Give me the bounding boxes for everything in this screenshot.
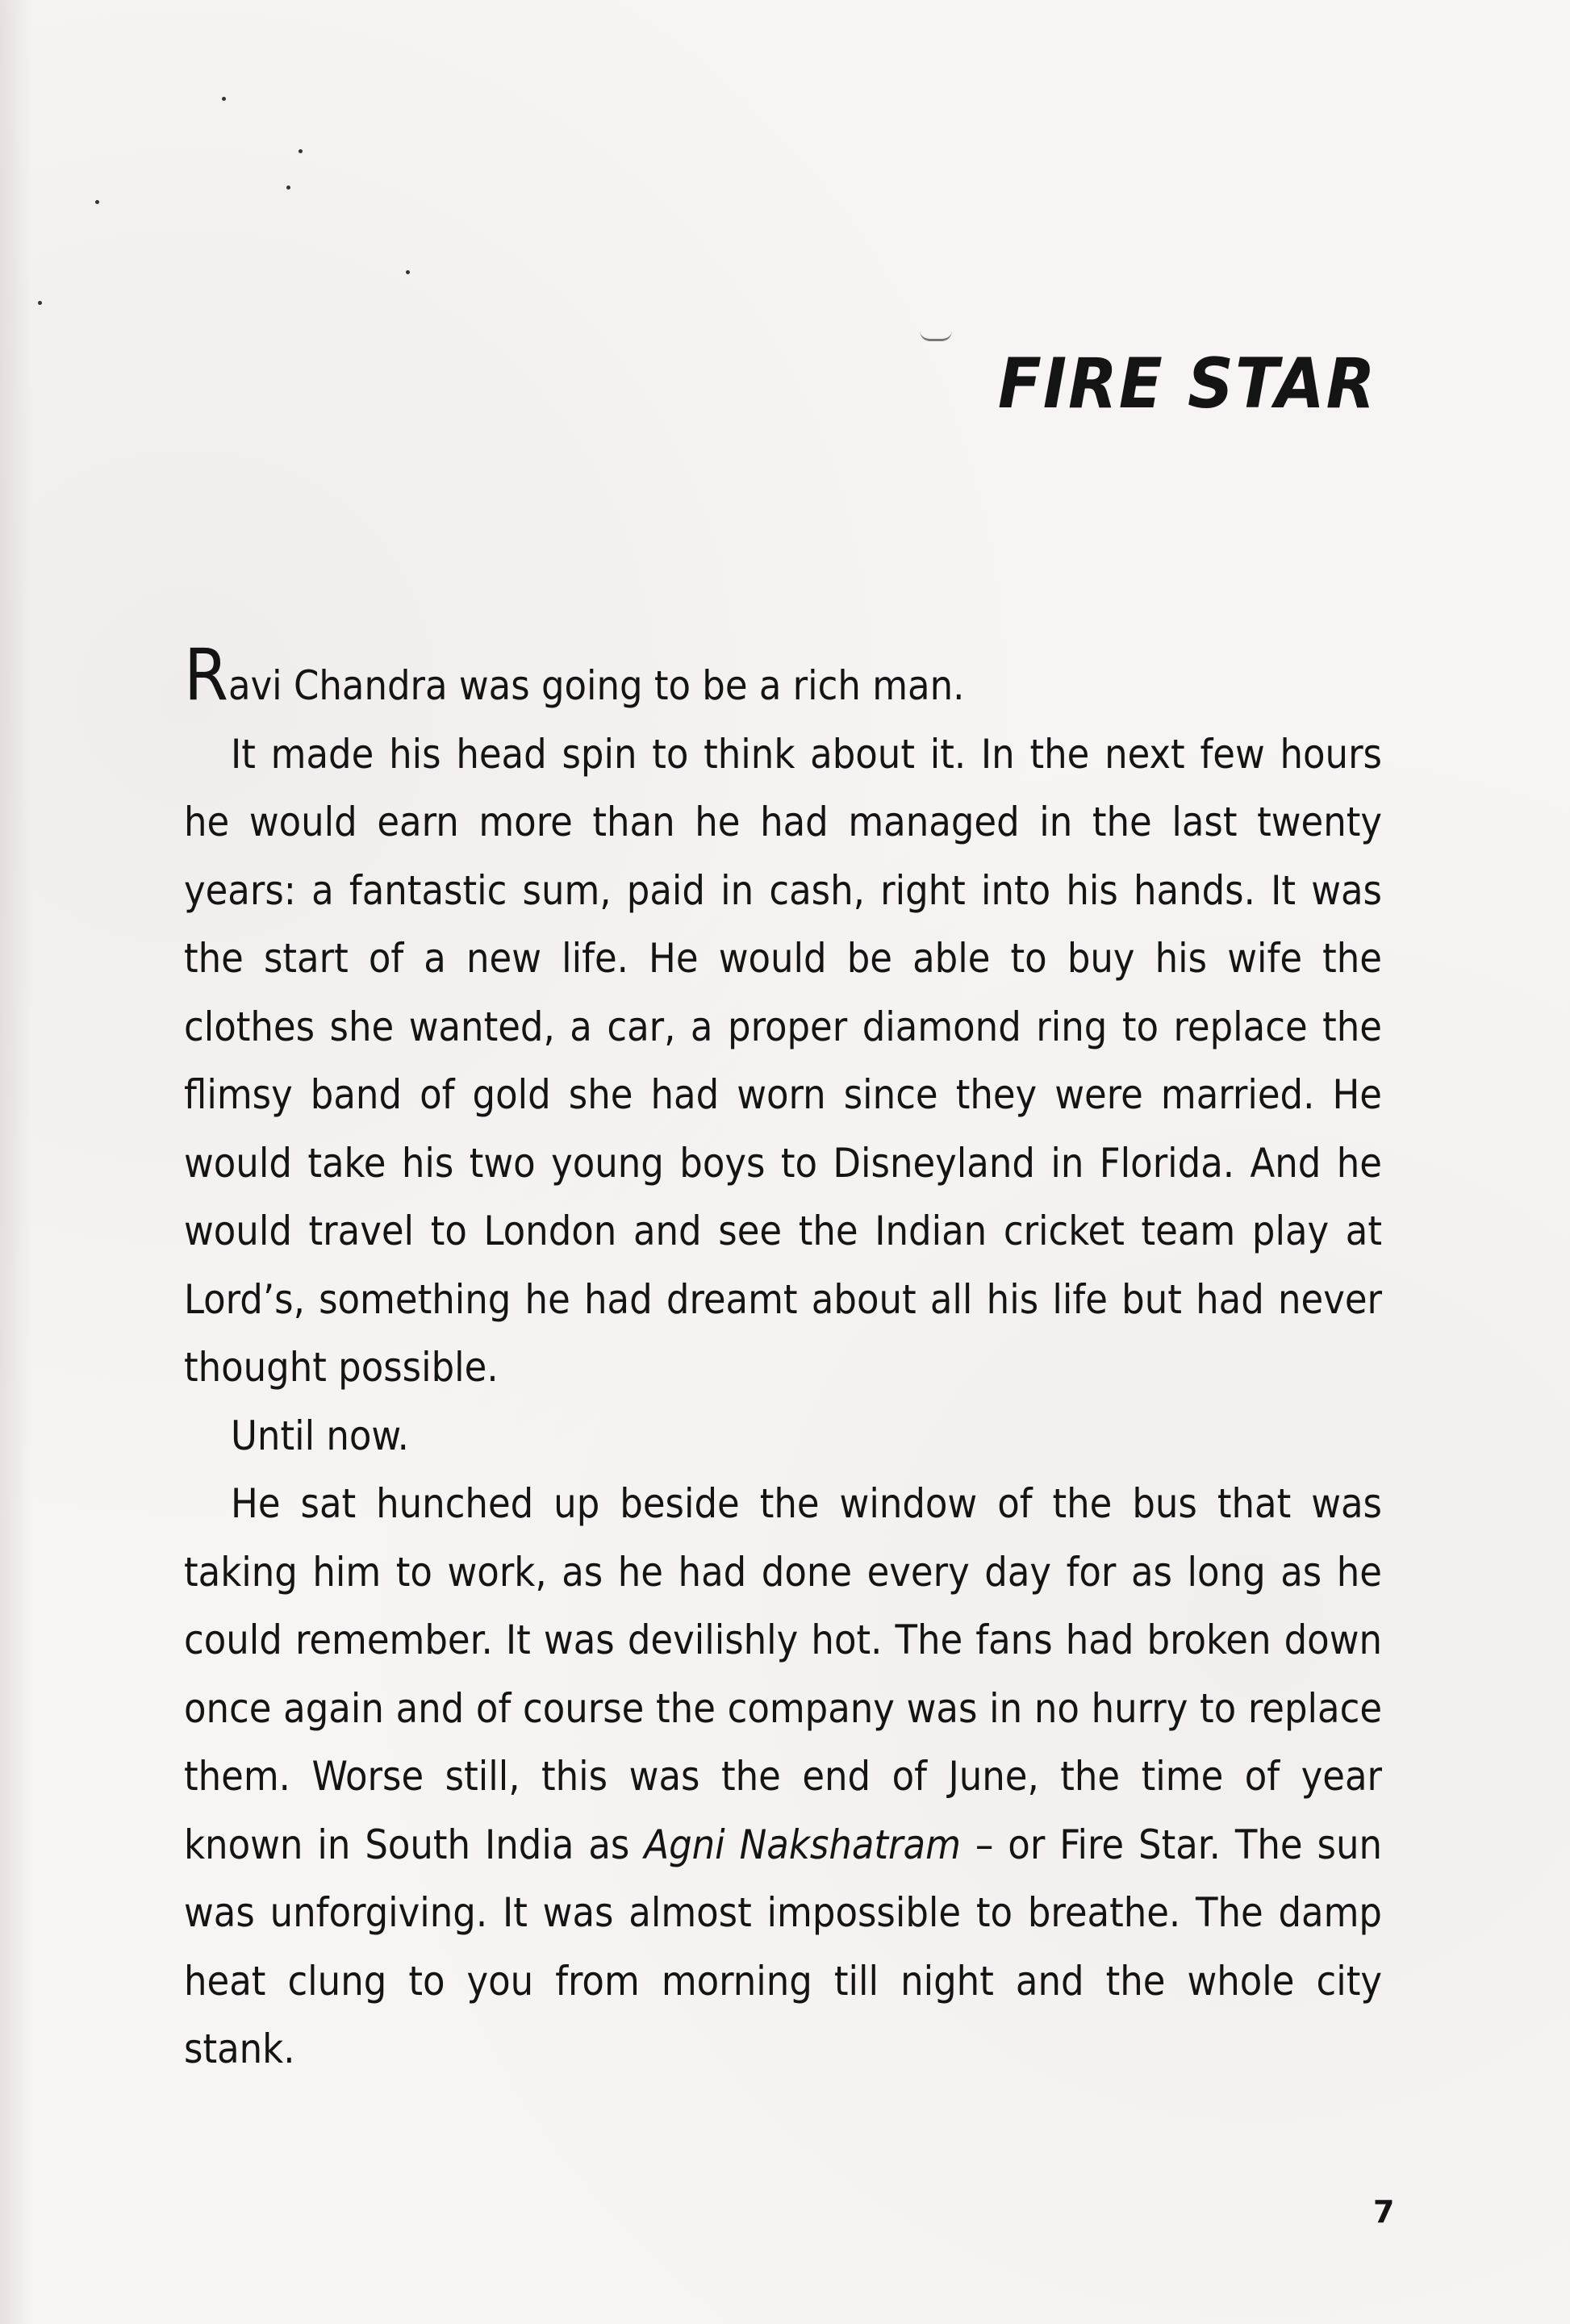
italic-term: Agni Nakshatram [644, 1821, 961, 1868]
scan-speck [38, 301, 42, 305]
paragraph-text: Until now. [231, 1412, 409, 1459]
chapter-title: FIRE STAR [997, 343, 1376, 424]
scan-speck [95, 200, 99, 204]
paragraph [184, 1470, 1382, 2084]
paragraph-text: He sat hunched up beside the window of the bus that was taking him to work, as he had done every day for as long as he could remember. It was devilishly hot. The fans had broken down once again and of course the company was in no hurry to replace them. Worse still, this was the end of June, the time of year known in South India as [184, 1480, 1382, 1868]
scan-speck [222, 97, 226, 101]
paragraph-opening [184, 633, 1382, 720]
paragraph [184, 720, 1382, 1402]
paragraph-text: – or Fire Star. The sun was unforgiving. It was almost impossible to breathe. The damp heat clung to you from morning till night and the whole city stank. [184, 1821, 1382, 2072]
scan-speck [286, 186, 290, 190]
scan-speck [299, 149, 303, 153]
scan-speck [406, 270, 410, 274]
drop-cap: R [184, 633, 228, 716]
paragraph-text: avi Chandra was going to be a rich man. [228, 662, 965, 709]
body-text [184, 633, 1382, 2084]
paragraph-text: It made his head spin to think about it. In the next few hours he would earn more than he had managed in the last twenty years: a fantastic sum, paid in cash, right into his hands. It was the start of a new life. He would be able to buy his wife the clothes she wanted, a car, a proper diamond ring to replace the flimsy band of gold she had worn since they were married. He would take his two young boys to Disneyland in Florida. And he would travel to London and see the Indian cricket team play at Lord’s, something he had dreamt about all his life but had never thought possible. [184, 730, 1382, 1391]
page-number: 7 [1373, 2194, 1395, 2230]
paragraph [184, 1402, 1382, 1471]
